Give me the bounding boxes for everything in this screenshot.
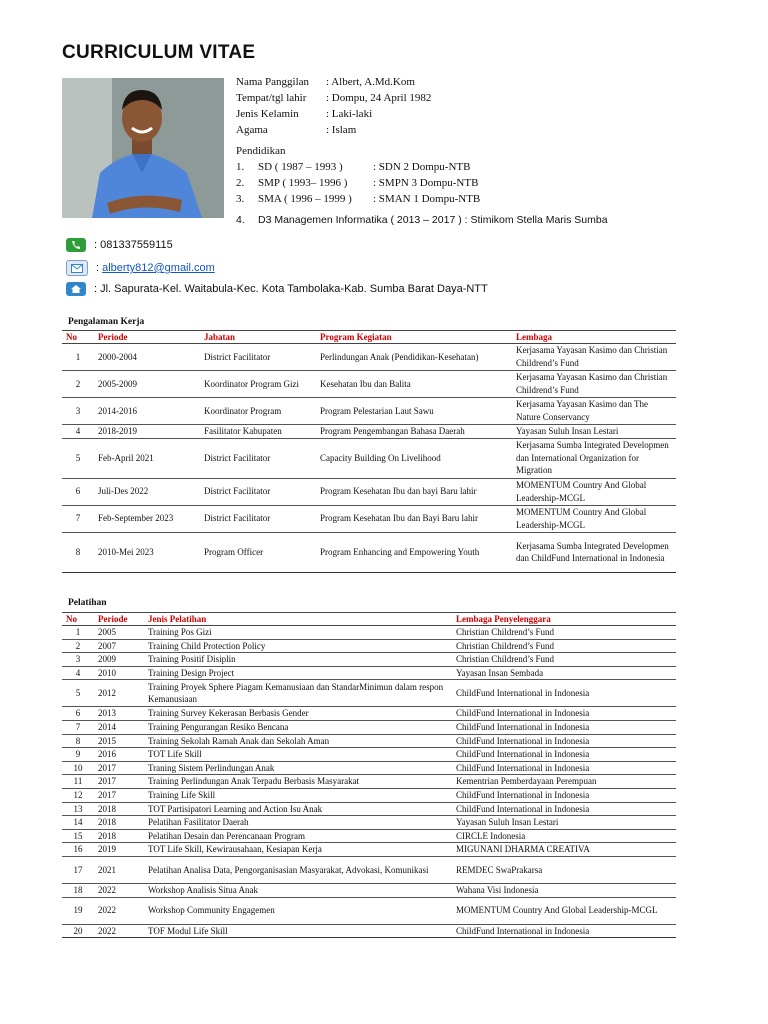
- education-item: [236, 191, 608, 207]
- table-cell: ChildFund International in Indonesia: [452, 761, 676, 775]
- table-cell: Kerjasama Sumba Integrated Developmen dan ChildFund International in Indonesia: [512, 532, 676, 572]
- table-cell: Yayasan Suluh Insan Lestari: [512, 425, 676, 439]
- table-cell: District Facilitator: [200, 505, 316, 532]
- table-row: [62, 720, 676, 734]
- table-row: [62, 843, 676, 857]
- table-row: [62, 666, 676, 680]
- table-cell: MIGUNANI DHARMA CREATIVA: [452, 843, 676, 857]
- info-label: Jenis Kelamin: [236, 108, 299, 120]
- table-cell: 2007: [94, 639, 144, 653]
- table-cell: 2: [62, 639, 94, 653]
- table-cell: Kerjasama Sumba Integrated Developmen dan International Organization for Migration: [512, 438, 676, 478]
- table-cell: Kerjasama Yayasan Kasimo dan Christian Childrend’s Fund: [512, 344, 676, 371]
- education-school: : SMPN 3 Dompu-NTB: [373, 177, 479, 189]
- work-section-heading: Pengalaman Kerja: [68, 317, 145, 327]
- column-header: No: [62, 613, 94, 626]
- education-level: SMP ( 1993– 1996 ): [258, 177, 348, 189]
- table-header-row: [62, 331, 676, 344]
- table-cell: Training Design Project: [144, 666, 452, 680]
- email-icon: [66, 260, 88, 276]
- table-row: [62, 653, 676, 667]
- table-cell: Christian Childrend’s Fund: [452, 639, 676, 653]
- table-row: [62, 680, 676, 707]
- column-header: No: [62, 331, 94, 344]
- education-item: [236, 159, 608, 175]
- table-cell: 2022: [94, 897, 144, 924]
- column-header: Lembaga Penyelenggara: [452, 613, 676, 626]
- education-level: SD ( 1987 – 1993 ): [258, 161, 343, 173]
- table-cell: Christian Childrend’s Fund: [452, 626, 676, 640]
- table-row: [62, 883, 676, 897]
- item-number: 4.: [236, 214, 245, 226]
- table-row: [62, 788, 676, 802]
- table-cell: Juli-Des 2022: [94, 478, 200, 505]
- table-cell: 2016: [94, 748, 144, 762]
- table-header-row: [62, 613, 676, 626]
- table-cell: 2022: [94, 883, 144, 897]
- info-row: [236, 90, 431, 106]
- education-school: : SMAN 1 Dompu-NTB: [373, 193, 481, 205]
- table-cell: CIRCLE Indonesia: [452, 829, 676, 843]
- education-heading: Pendidikan: [236, 145, 286, 157]
- table-cell: District Facilitator: [200, 344, 316, 371]
- email-row: [66, 260, 215, 276]
- table-cell: 9: [62, 748, 94, 762]
- education-entry: D3 Managemen Informatika ( 2013 – 2017 ) : Stimikom Stella Maris Sumba: [258, 214, 608, 226]
- table-cell: 12: [62, 788, 94, 802]
- table-row: [62, 505, 676, 532]
- table-cell: 2018: [94, 816, 144, 830]
- table-row: [62, 425, 676, 439]
- table-cell: Feb-September 2023: [94, 505, 200, 532]
- table-row: [62, 856, 676, 883]
- table-cell: Kementrian Pemberdayaan Perempuan: [452, 775, 676, 789]
- table-cell: 5: [62, 438, 94, 478]
- table-cell: ChildFund International in Indonesia: [452, 720, 676, 734]
- table-row: [62, 438, 676, 478]
- table-cell: 2013: [94, 707, 144, 721]
- work-experience-table: [62, 330, 676, 573]
- table-cell: ChildFund International in Indonesia: [452, 748, 676, 762]
- page-title: CURRICULUM VITAE: [62, 42, 256, 63]
- email-link[interactable]: alberty812@gmail.com: [102, 262, 215, 274]
- table-row: [62, 626, 676, 640]
- table-cell: 2017: [94, 761, 144, 775]
- table-row: [62, 775, 676, 789]
- table-cell: Training Survey Kekerasan Berbasis Gender: [144, 707, 452, 721]
- table-cell: Training Pos Gizi: [144, 626, 452, 640]
- home-icon: [66, 282, 86, 296]
- table-cell: TOT Partisipatori Learning and Action Isu Anak: [144, 802, 452, 816]
- personal-info: [236, 74, 431, 138]
- table-cell: Perlindungan Anak (Pendidikan-Kesehatan): [316, 344, 512, 371]
- table-cell: REMDEC SwaPrakarsa: [452, 856, 676, 883]
- info-label: Nama Panggilan: [236, 76, 310, 88]
- table-cell: 2022: [94, 924, 144, 938]
- column-header: Jabatan: [200, 331, 316, 344]
- table-cell: 19: [62, 897, 94, 924]
- table-cell: 1: [62, 344, 94, 371]
- table-cell: Training Life Skill: [144, 788, 452, 802]
- table-cell: 6: [62, 478, 94, 505]
- table-cell: District Facilitator: [200, 438, 316, 478]
- table-cell: MOMENTUM Country And Global Leadership-MCGL: [512, 505, 676, 532]
- table-cell: 2019: [94, 843, 144, 857]
- table-cell: 1: [62, 626, 94, 640]
- info-row: [236, 122, 431, 138]
- table-cell: 3: [62, 653, 94, 667]
- table-cell: Workshop Community Engagemen: [144, 897, 452, 924]
- education-level: SMA ( 1996 – 1999 ): [258, 193, 352, 205]
- table-cell: MOMENTUM Country And Global Leadership-MCGL: [512, 478, 676, 505]
- table-cell: Capacity Building On Livelihood: [316, 438, 512, 478]
- table-cell: Training Child Protection Policy: [144, 639, 452, 653]
- table-cell: Pelatihan Desain dan Perencanaan Program: [144, 829, 452, 843]
- table-cell: 16: [62, 843, 94, 857]
- table-cell: Workshop Analisis Situa Anak: [144, 883, 452, 897]
- table-cell: Kerjasama Yayasan Kasimo dan The Nature Conservancy: [512, 398, 676, 425]
- table-cell: 13: [62, 802, 94, 816]
- table-cell: 2009: [94, 653, 144, 667]
- table-cell: 2021: [94, 856, 144, 883]
- address-text: : Jl. Sapurata-Kel. Waitabula-Kec. Kota Tambolaka-Kab. Sumba Barat Daya-NTT: [94, 283, 488, 295]
- table-cell: 2017: [94, 775, 144, 789]
- table-cell: Pelatihan Fasilitator Daerah: [144, 816, 452, 830]
- table-cell: ChildFund International in Indonesia: [452, 734, 676, 748]
- table-row: [62, 734, 676, 748]
- table-cell: 2000-2004: [94, 344, 200, 371]
- info-value: : Islam: [326, 124, 357, 136]
- table-cell: Program Pengembangan Bahasa Daerah: [316, 425, 512, 439]
- table-cell: 5: [62, 680, 94, 707]
- table-cell: ChildFund International in Indonesia: [452, 788, 676, 802]
- table-row: [62, 707, 676, 721]
- table-cell: 14: [62, 816, 94, 830]
- table-cell: 4: [62, 666, 94, 680]
- table-cell: Traning Sistem Perlindungan Anak: [144, 761, 452, 775]
- table-row: [62, 897, 676, 924]
- table-cell: Kesehatan Ibu dan Balita: [316, 371, 512, 398]
- table-row: [62, 478, 676, 505]
- education-section: [236, 143, 608, 228]
- table-cell: 18: [62, 883, 94, 897]
- item-number: 3.: [236, 193, 245, 205]
- table-cell: 2010-Mei 2023: [94, 532, 200, 572]
- table-cell: Program Kesehatan Ibu dan bayi Baru lahir: [316, 478, 512, 505]
- table-cell: 2018-2019: [94, 425, 200, 439]
- column-header: Periode: [94, 613, 144, 626]
- table-cell: 2018: [94, 802, 144, 816]
- table-row: [62, 816, 676, 830]
- education-school: : SDN 2 Dompu-NTB: [373, 161, 471, 173]
- table-cell: 2014: [94, 720, 144, 734]
- table-cell: 2017: [94, 788, 144, 802]
- table-cell: 6: [62, 707, 94, 721]
- table-cell: 2015: [94, 734, 144, 748]
- table-cell: Program Kesehatan Ibu dan Bayi Baru lahir: [316, 505, 512, 532]
- table-cell: Koordinator Program: [200, 398, 316, 425]
- profile-photo: [62, 78, 224, 218]
- phone-icon: [66, 238, 86, 252]
- education-item: [236, 175, 608, 191]
- info-label: Tempat/tgl lahir: [236, 92, 307, 104]
- table-cell: Koordinator Program Gizi: [200, 371, 316, 398]
- table-cell: 2005: [94, 626, 144, 640]
- item-number: 2.: [236, 177, 245, 189]
- table-cell: 2018: [94, 829, 144, 843]
- table-cell: 2010: [94, 666, 144, 680]
- column-header: Program Kegiatan: [316, 331, 512, 344]
- table-cell: 8: [62, 532, 94, 572]
- table-cell: MOMENTUM Country And Global Leadership-MCGL: [452, 897, 676, 924]
- table-row: [62, 748, 676, 762]
- table-cell: Training Pengurangan Resiko Bencana: [144, 720, 452, 734]
- table-row: [62, 532, 676, 572]
- table-cell: TOT Life Skill: [144, 748, 452, 762]
- table-cell: Yayasan Suluh Insan Lestari: [452, 816, 676, 830]
- item-number: 1.: [236, 161, 245, 173]
- info-row: [236, 106, 431, 122]
- table-cell: District Facilitator: [200, 478, 316, 505]
- table-cell: 15: [62, 829, 94, 843]
- table-row: [62, 371, 676, 398]
- table-cell: Yayasan Insan Sembada: [452, 666, 676, 680]
- info-value: : Dompu, 24 April 1982: [326, 92, 432, 104]
- table-cell: 17: [62, 856, 94, 883]
- table-cell: Feb-April 2021: [94, 438, 200, 478]
- training-section-heading: Pelatihan: [68, 598, 107, 608]
- table-cell: Christian Childrend’s Fund: [452, 653, 676, 667]
- column-header: Periode: [94, 331, 200, 344]
- table-cell: 2012: [94, 680, 144, 707]
- table-cell: Program Enhancing and Empowering Youth: [316, 532, 512, 572]
- email-prefix: :: [96, 262, 103, 274]
- table-cell: ChildFund International in Indonesia: [452, 924, 676, 938]
- phone-row: [66, 238, 173, 252]
- table-cell: Fasilitator Kabupaten: [200, 425, 316, 439]
- table-row: [62, 761, 676, 775]
- column-header: Jenis Pelatihan: [144, 613, 452, 626]
- table-row: [62, 802, 676, 816]
- education-item: [236, 212, 608, 228]
- table-cell: 2014-2016: [94, 398, 200, 425]
- table-cell: ChildFund International in Indonesia: [452, 707, 676, 721]
- table-cell: Program Pelestarian Laut Sawu: [316, 398, 512, 425]
- table-row: [62, 398, 676, 425]
- table-row: [62, 924, 676, 938]
- info-value: : Albert, A.Md.Kom: [326, 76, 415, 88]
- table-cell: 2: [62, 371, 94, 398]
- phone-number: : 081337559115: [94, 239, 173, 251]
- column-header: Lembaga: [512, 331, 676, 344]
- table-cell: Kerjasama Yayasan Kasimo dan Christian Childrend’s Fund: [512, 371, 676, 398]
- table-cell: TOT Life Skill, Kewirausahaan, Kesiapan Kerja: [144, 843, 452, 857]
- table-row: [62, 344, 676, 371]
- table-cell: 4: [62, 425, 94, 439]
- table-cell: Program Officer: [200, 532, 316, 572]
- table-cell: ChildFund International in Indonesia: [452, 802, 676, 816]
- table-cell: Training Proyek Sphere Piagam Kemanusiaan dan StandarMinimun dalam respon Kemanusiaan: [144, 680, 452, 707]
- table-row: [62, 829, 676, 843]
- info-value: : Laki-laki: [326, 108, 373, 120]
- table-cell: 2005-2009: [94, 371, 200, 398]
- address-row: [66, 282, 488, 296]
- table-cell: 11: [62, 775, 94, 789]
- table-cell: 7: [62, 505, 94, 532]
- table-cell: Training Sekolah Ramah Anak dan Sekolah Aman: [144, 734, 452, 748]
- table-cell: TOF Modul Life Skill: [144, 924, 452, 938]
- info-label: Agama: [236, 124, 268, 136]
- table-cell: ChildFund International in Indonesia: [452, 680, 676, 707]
- table-cell: 3: [62, 398, 94, 425]
- info-row: [236, 74, 431, 90]
- table-cell: Pelatihan Analisa Data, Pengorganisasian Masyarakat, Advokasi, Komunikasi: [144, 856, 452, 883]
- table-cell: 20: [62, 924, 94, 938]
- table-row: [62, 639, 676, 653]
- table-cell: 10: [62, 761, 94, 775]
- table-cell: Training Positif Disiplin: [144, 653, 452, 667]
- training-table: [62, 612, 676, 938]
- table-cell: 7: [62, 720, 94, 734]
- table-cell: 8: [62, 734, 94, 748]
- table-cell: Training Perlindungan Anak Terpadu Berbasis Masyarakat: [144, 775, 452, 789]
- table-cell: Wahana Visi Indonesia: [452, 883, 676, 897]
